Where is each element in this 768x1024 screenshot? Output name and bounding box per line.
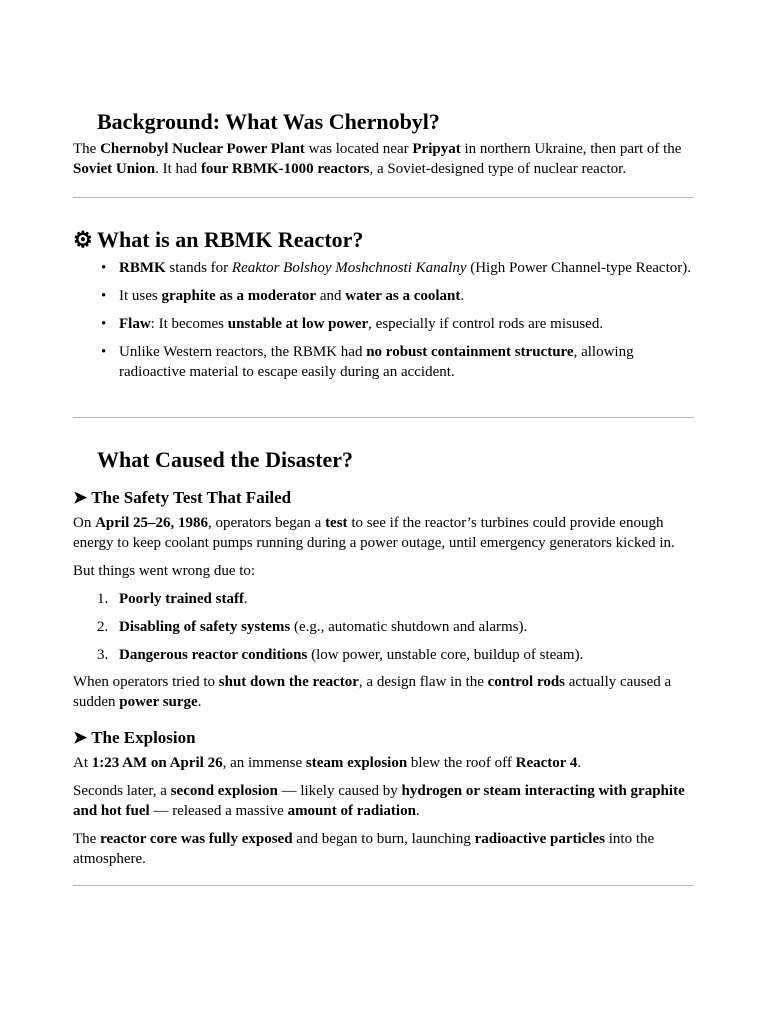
text-run: — likely caused by	[277, 783, 402, 799]
text-run: — released a massive	[149, 803, 288, 819]
shutdown-paragraph	[73, 672, 694, 712]
text-run-bold: reactor core was fully exposed	[100, 831, 293, 847]
text-run: .	[460, 288, 465, 304]
text-run-bold: RBMK	[119, 260, 166, 276]
text-run-bold: 1:23 AM on April 26	[91, 755, 223, 771]
text-run: . It had	[155, 161, 201, 177]
things-went-wrong-block	[73, 561, 694, 581]
list-item	[73, 645, 694, 665]
text-run-bold: Disabling of safety systems	[119, 619, 291, 635]
text-run: (e.g., automatic shutdown and alarms).	[290, 619, 528, 635]
text-run: blew the roof off	[407, 755, 516, 771]
text-run: and	[316, 288, 346, 304]
background-section	[73, 108, 694, 136]
text-run: The	[73, 141, 101, 157]
rbmk-bullet-list	[73, 258, 694, 382]
explosion-subsection	[73, 727, 694, 749]
list-item	[73, 342, 694, 382]
text-run-bold: Reactor 4	[515, 755, 578, 771]
background-paragraph-block	[73, 139, 694, 179]
bullet-icon: •	[101, 288, 107, 304]
list-item	[73, 617, 694, 637]
text-run-bold: hydrogen or steam interacting with graphite and hot fuel	[73, 783, 685, 819]
text-run: .	[243, 591, 248, 607]
text-run-bold: control rods	[487, 674, 566, 690]
explosion-paragraph-3	[73, 829, 694, 869]
rbmk-heading-text: What is an RBMK Reactor?	[97, 227, 364, 252]
text-run: (low power, unstable core, buildup of steam).	[307, 647, 584, 663]
explosion-paragraph-2	[73, 781, 694, 821]
text-run: Seconds later, a	[73, 783, 171, 799]
text-run: , allowing radioactive material to escape easily during an accident.	[119, 344, 634, 380]
text-run-bold: second explosion	[170, 783, 278, 799]
text-run-bold: no robust containment structure	[366, 344, 574, 360]
text-run: The	[73, 831, 101, 847]
reasons-numbered-list	[73, 589, 694, 665]
text-run: stands for	[165, 260, 232, 276]
text-run: (High Power Channel-type Reactor).	[466, 260, 692, 276]
explosion-paragraph-1-block	[73, 753, 694, 773]
safety-test-heading	[73, 487, 694, 509]
text-run-bold: April 25–26, 1986	[95, 515, 209, 531]
text-run: On	[73, 515, 96, 531]
explosion-paragraph-3-block	[73, 829, 694, 869]
text-run: was located near	[304, 141, 413, 157]
text-run-bold: radioactive particles	[474, 831, 605, 847]
text-run-bold: Dangerous reactor conditions	[119, 647, 308, 663]
text-run-bold: Pripyat	[412, 141, 461, 157]
explosion-paragraph-1	[73, 753, 694, 773]
text-run: It uses	[119, 288, 162, 304]
explosion-paragraph-2-block	[73, 781, 694, 821]
safety-test-subsection	[73, 487, 694, 509]
gear-icon: ⚙	[73, 227, 93, 252]
text-run: When operators tried to	[73, 674, 219, 690]
list-number: 2.	[97, 619, 109, 635]
text-run-bold: four RBMK-1000 reactors	[200, 161, 370, 177]
shutdown-paragraph-block	[73, 672, 694, 712]
section-divider	[73, 417, 694, 418]
bullet-icon: •	[101, 260, 107, 276]
text-run-bold: Poorly trained staff	[119, 591, 244, 607]
text-run-italic: Reaktor Bolshoy Moshchnosti Kanalny	[231, 260, 467, 276]
text-run: .	[415, 803, 420, 819]
list-item	[73, 258, 694, 278]
list-item	[73, 286, 694, 306]
background-heading: Background: What Was Chernobyl?	[97, 109, 440, 134]
things-went-wrong-paragraph: But things went wrong due to:	[73, 563, 256, 579]
arrow-icon: ➤	[73, 728, 88, 747]
text-run: , operators began a	[208, 515, 326, 531]
background-paragraph	[73, 139, 694, 179]
text-run-bold: water as a coolant	[345, 288, 461, 304]
explosion-heading	[73, 727, 694, 749]
causes-section	[73, 446, 694, 474]
text-run: .	[577, 755, 582, 771]
text-run: in northern Ukraine, then part of the	[460, 141, 682, 157]
text-run: .	[197, 694, 202, 710]
causes-heading: What Caused the Disaster?	[97, 447, 354, 472]
list-item	[73, 589, 694, 609]
text-run: : It becomes	[150, 316, 228, 332]
text-run: , a design flaw in the	[358, 674, 488, 690]
text-run-bold: test	[325, 515, 348, 531]
text-run-bold: amount of radiation	[287, 803, 416, 819]
safety-test-heading-text: The Safety Test That Failed	[91, 488, 292, 507]
text-run: to see if the reactor’s turbines could provide enough energy to keep coolant pumps running during a power outage, until emergency generators kicked in.	[73, 515, 675, 551]
bullet-icon: •	[101, 316, 107, 332]
text-run: , an immense	[222, 755, 306, 771]
arrow-icon: ➤	[73, 488, 88, 507]
text-run: actually caused a sudden	[73, 674, 672, 710]
text-run-bold: graphite as a moderator	[161, 288, 317, 304]
text-run: Unlike Western reactors, the RBMK had	[119, 344, 367, 360]
text-run-bold: steam explosion	[305, 755, 408, 771]
text-run: and began to burn, launching	[292, 831, 475, 847]
text-run: into the atmosphere.	[73, 831, 655, 867]
text-run-bold: unstable at low power	[227, 316, 369, 332]
rbmk-heading	[73, 226, 694, 254]
bullet-icon: •	[101, 344, 107, 360]
rbmk-section	[73, 226, 694, 254]
list-number: 3.	[97, 647, 109, 663]
text-run-bold: shut down the reactor	[218, 674, 359, 690]
text-run-bold: Soviet Union	[73, 161, 156, 177]
text-run-bold: Flaw	[119, 316, 151, 332]
section-divider	[73, 197, 694, 198]
text-run: At	[73, 755, 92, 771]
list-item	[73, 314, 694, 334]
text-run-bold: power surge	[119, 694, 198, 710]
safety-test-paragraph	[73, 513, 694, 553]
text-run: , a Soviet-designed type of nuclear reactor.	[369, 161, 627, 177]
safety-test-paragraph-block	[73, 513, 694, 553]
list-number: 1.	[97, 591, 109, 607]
section-divider	[73, 885, 694, 886]
text-run: , especially if control rods are misused.	[368, 316, 604, 332]
text-run-bold: Chernobyl Nuclear Power Plant	[100, 141, 305, 157]
explosion-heading-text: The Explosion	[91, 728, 196, 747]
